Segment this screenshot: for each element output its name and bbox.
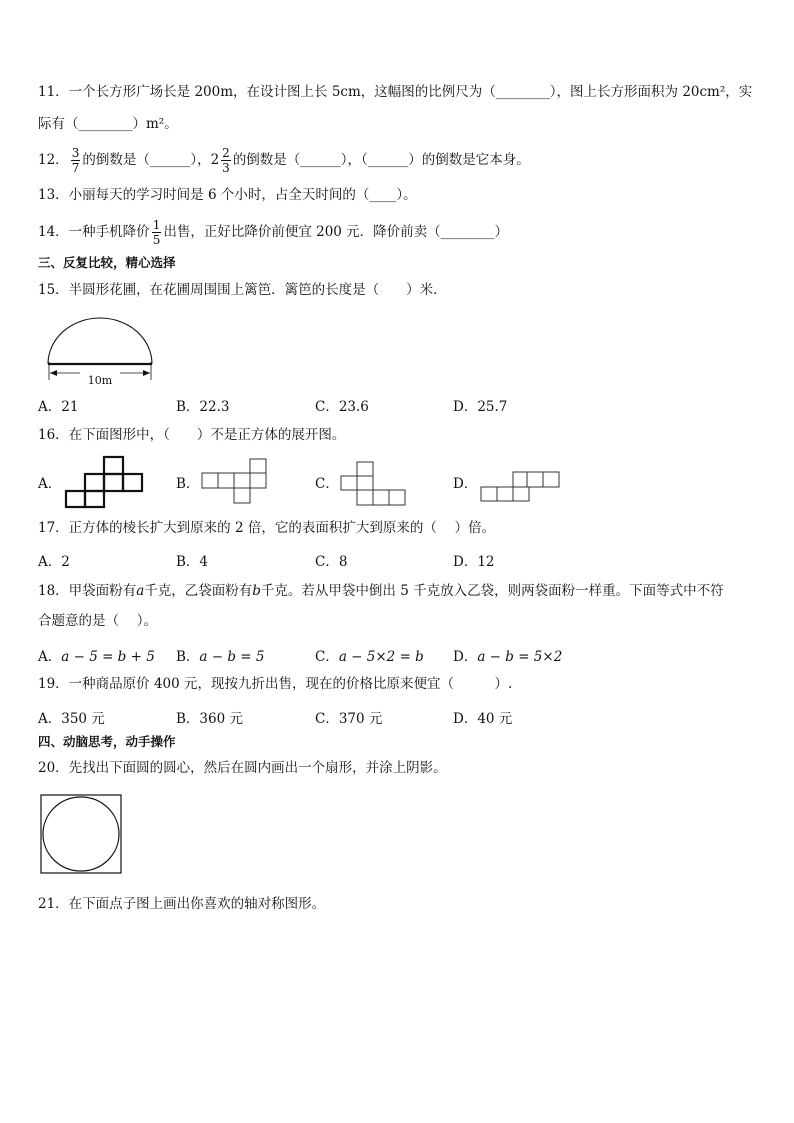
question-15: 15．半圆形花圃，在花圃周围围上篱笆．篱笆的长度是（ ）米． (38, 282, 447, 298)
mixed-number-whole: 2 (210, 152, 220, 168)
variable-b: b (252, 583, 261, 599)
question-12: 12． $\frac{3}{7}$ 的倒数是（______），2 $\frac{2}{3}$ 的倒数是（______），（______）的倒数是它本身。 (38, 146, 530, 175)
q16-net-d[interactable] (480, 470, 564, 504)
question-11-line-1: 11．一个长方形广场长是 200m，在设计图上长 5cm，这幅图的比例尺为（________），图上长方形面积为 20cm²，实 (38, 84, 753, 100)
q17-option-d[interactable]: D．12 (453, 554, 495, 570)
q15-option-b[interactable]: B．22.3 (176, 399, 230, 415)
circle-in-square-figure[interactable] (40, 794, 124, 876)
fraction-1-5: $\frac{1}{5}$ (152, 218, 161, 247)
q16-option-c-label[interactable]: C． (315, 476, 339, 492)
q17-option-b[interactable]: B．4 (176, 554, 209, 570)
question-17: 17．正方体的棱长扩大到原来的 2 倍，它的表面积扩大到原来的（ ）倍。 (38, 520, 496, 536)
question-13: 13．小丽每天的学习时间是 6 个小时，占全天时间的（____）。 (38, 187, 417, 203)
question-19: 19．一种商品原价 400 元，现按九折出售，现在的价格比原来便宜（ ）. (38, 676, 513, 692)
q15-option-c[interactable]: C．23.6 (315, 399, 369, 415)
q18-option-b[interactable]: B．a − b = 5 (176, 649, 265, 665)
q19-option-b[interactable]: B．360 元 (176, 711, 243, 727)
question-16: 16．在下面图形中，（ ）不是正方体的展开图。 (38, 427, 346, 443)
q15-option-d[interactable]: D．25.7 (453, 399, 508, 415)
arrow-right-icon (143, 370, 150, 376)
question-21: 21．在下面点子图上画出你喜欢的轴对称图形。 (38, 896, 326, 912)
q18-option-a[interactable]: A．a − 5 = b + 5 (38, 649, 155, 665)
q19-option-a[interactable]: A．350 元 (38, 711, 105, 727)
dimension-label: 10m (87, 374, 113, 387)
q18-option-d[interactable]: D．a − b = 5×2 (453, 649, 563, 665)
question-11-line-2: 际有（________）m²。 (38, 116, 178, 132)
q17-option-c[interactable]: C．8 (315, 554, 348, 570)
q19-option-c[interactable]: C．370 元 (315, 711, 383, 727)
question-20: 20．先找出下面圆的圆心，然后在圆内画出一个扇形，并涂上阴影。 (38, 760, 447, 776)
fraction-2-3: $\frac{2}{3}$ (222, 146, 230, 175)
q16-net-c[interactable] (340, 460, 408, 506)
semicircle-arc (48, 318, 152, 364)
q15-option-a[interactable]: A．21 (38, 399, 79, 415)
variable-a: a (136, 583, 145, 599)
q18-option-c[interactable]: C．a − 5×2 = b (315, 649, 424, 665)
question-12-number: 12． (38, 152, 69, 168)
circle-outline (43, 797, 119, 871)
q16-option-d-label[interactable]: D． (453, 476, 478, 492)
q16-option-a-label[interactable]: A． (38, 476, 62, 492)
q16-net-a[interactable] (62, 456, 144, 508)
q19-option-d[interactable]: D．40 元 (453, 711, 513, 727)
question-14: 14．一种手机降价 $\frac{1}{5}$ 出售，正好比降价前便宜 200 元．降价前卖（________） (38, 218, 509, 247)
q17-option-a[interactable]: A．2 (38, 554, 70, 570)
question-18-line-1: 18．甲袋面粉有a千克，乙袋面粉有b千克。若从甲袋中倒出 5 千克放入乙袋，则两袋面粉一样重。下面等式中不符 (38, 583, 724, 599)
section-3-heading: 三、反复比较，精心选择 (38, 255, 176, 270)
arrow-left-icon (50, 370, 57, 376)
question-18-line-2: 合题意的是（ ）。 (38, 613, 158, 629)
semicircle-figure (44, 318, 156, 388)
section-4-heading: 四、动脑思考，动手操作 (38, 734, 176, 749)
fraction-3-7: $\frac{3}{7}$ (71, 146, 80, 175)
square-outline (41, 795, 121, 873)
q16-option-b-label[interactable]: B． (176, 476, 200, 492)
q16-net-b[interactable] (200, 458, 268, 504)
